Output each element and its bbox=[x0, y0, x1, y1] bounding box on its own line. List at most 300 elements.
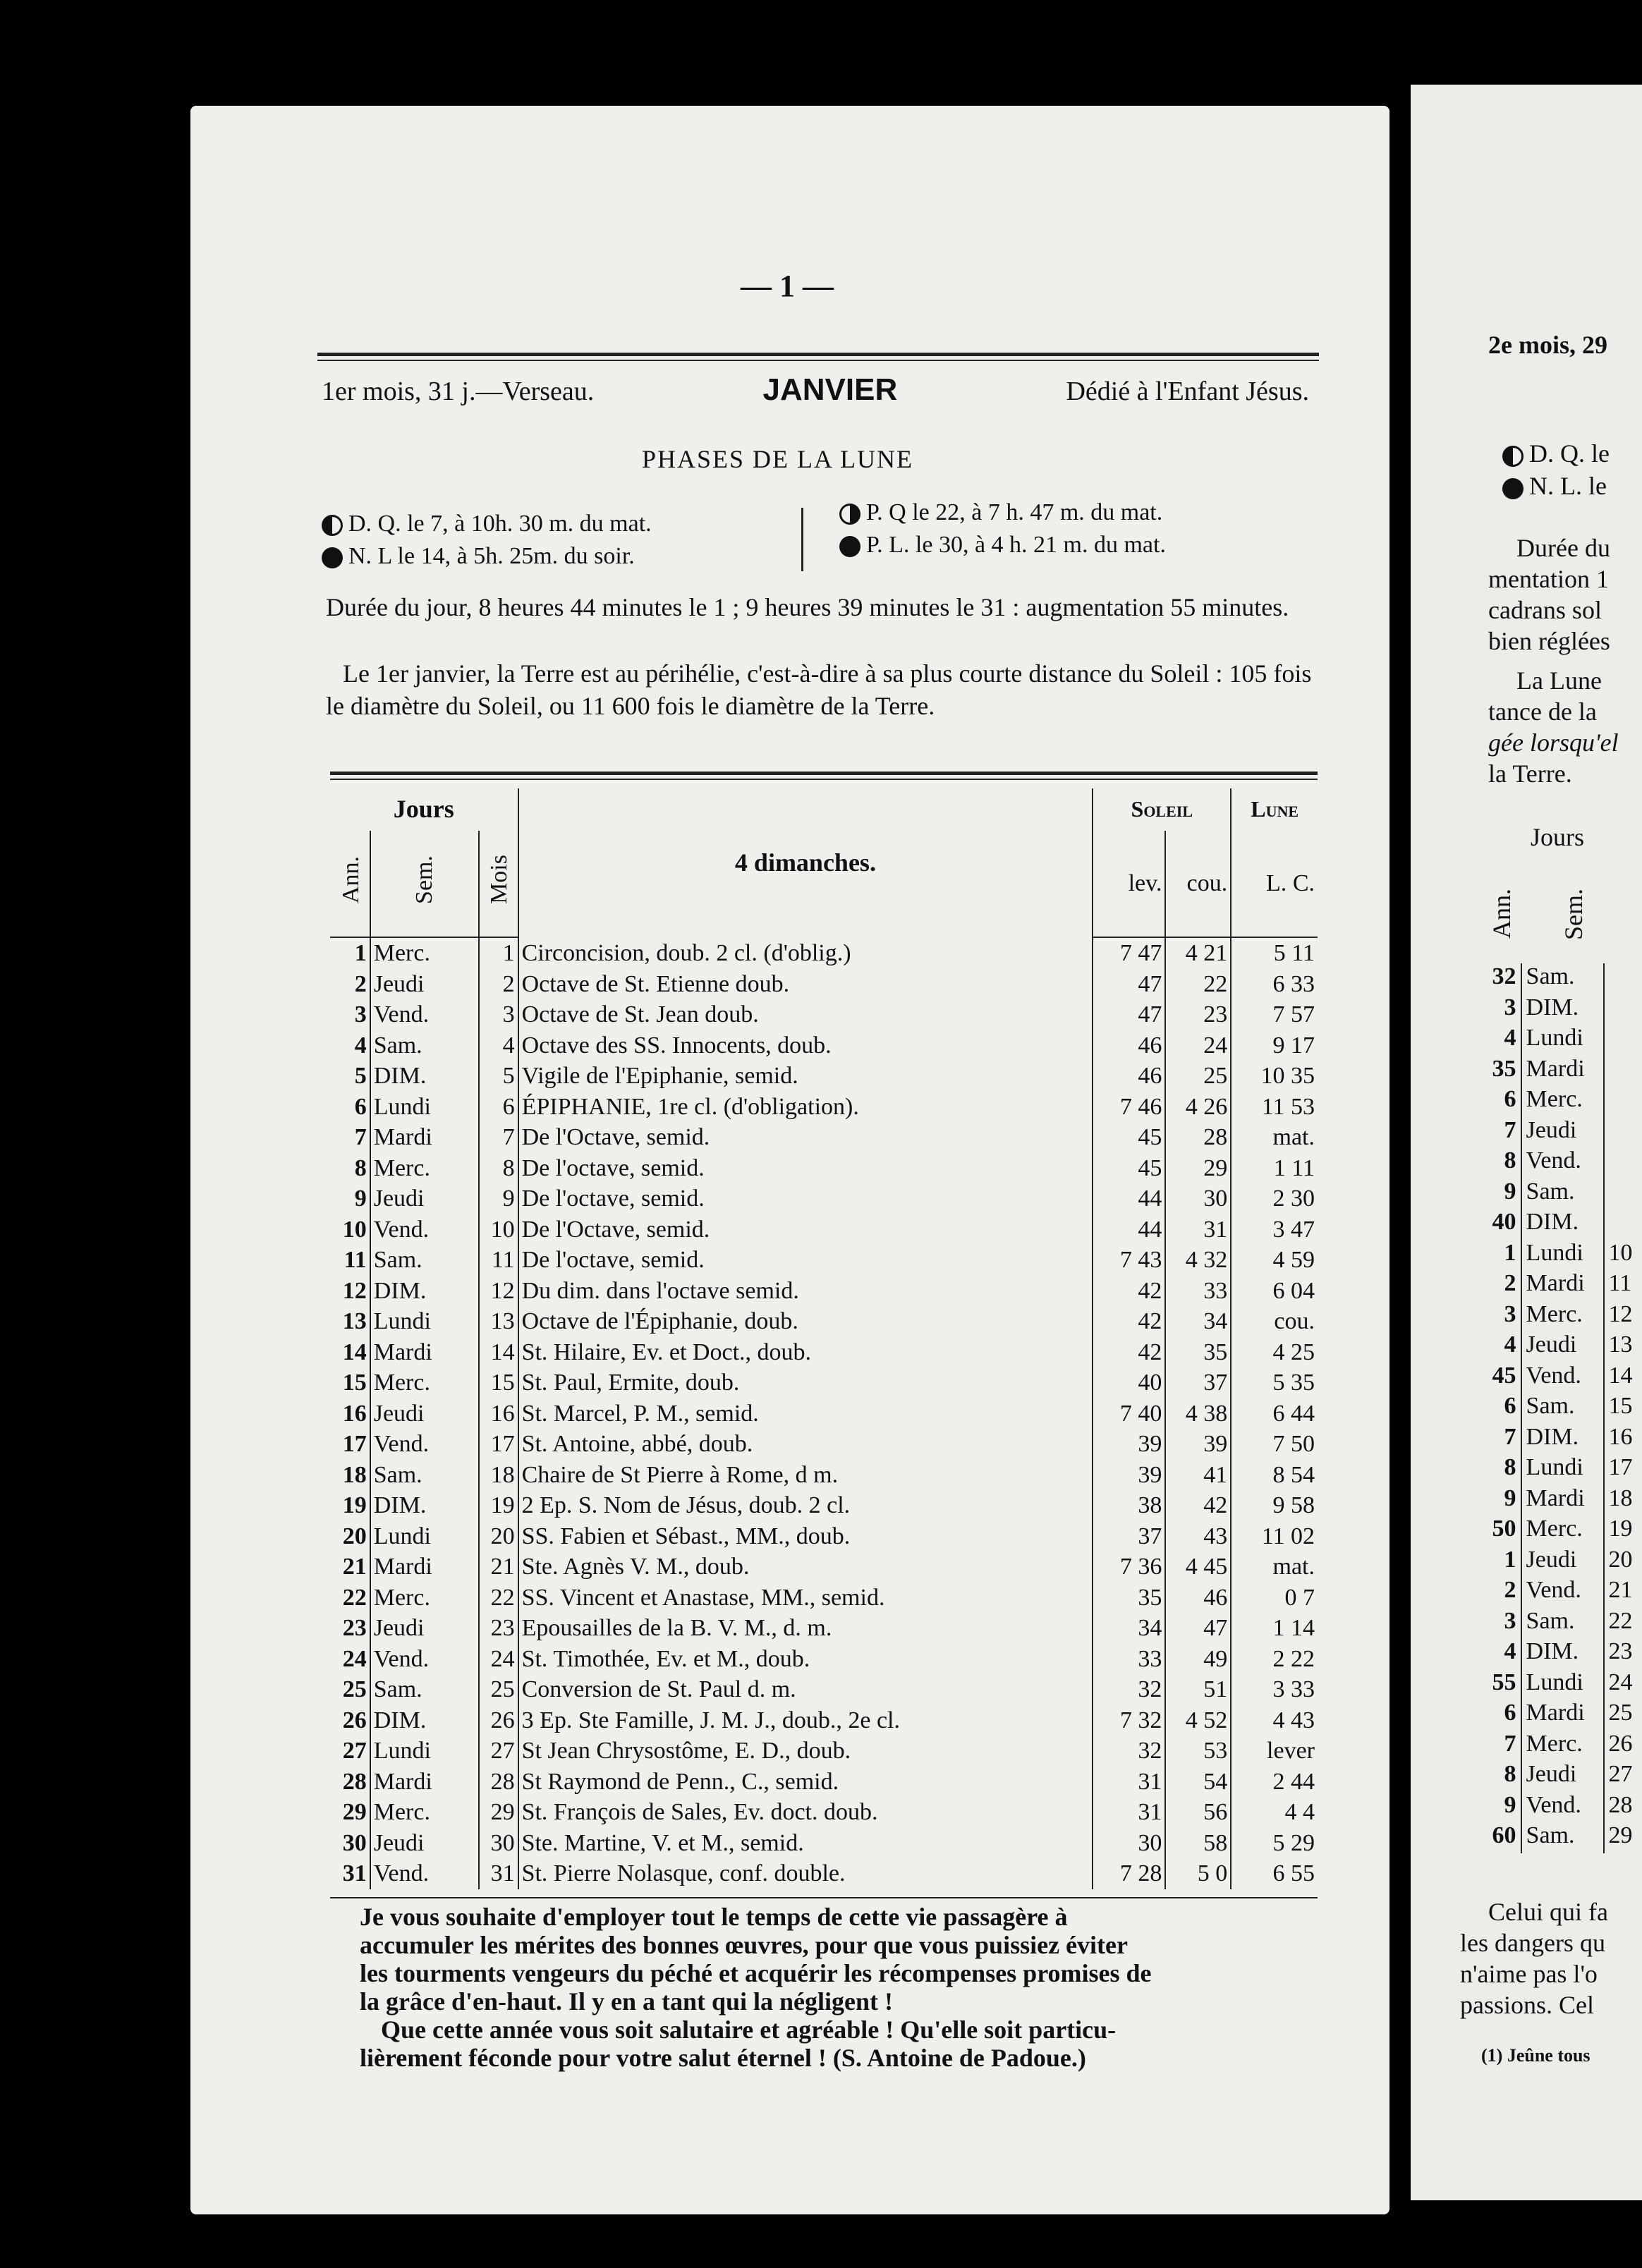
next-day-of-year: 1 bbox=[1504, 1239, 1516, 1266]
next-page-row bbox=[1481, 1331, 1642, 1362]
day-of-month: 11 bbox=[479, 1245, 518, 1276]
weekday: Merc. bbox=[370, 1153, 480, 1184]
feast: St. François de Sales, Ev. doct. doub. bbox=[518, 1797, 1093, 1828]
footer-quote bbox=[360, 1903, 1333, 2072]
page-number: — 1 — bbox=[741, 269, 834, 303]
next-page-row bbox=[1481, 1700, 1642, 1731]
day-of-year: 19 bbox=[342, 1492, 367, 1518]
day-of-month: 3 bbox=[479, 999, 518, 1030]
day-of-month: 27 bbox=[479, 1736, 518, 1767]
next-day-of-year: 2 bbox=[1504, 1270, 1516, 1296]
weekday: Merc. bbox=[370, 1367, 480, 1398]
sunset: 4 45 bbox=[1165, 1551, 1231, 1583]
sunset: 51 bbox=[1165, 1674, 1231, 1705]
day-of-year: 21 bbox=[342, 1554, 367, 1580]
next-page-row bbox=[1481, 1638, 1642, 1669]
next-page-row bbox=[1481, 1547, 1642, 1578]
next-weekday: Sam. bbox=[1521, 1393, 1603, 1424]
day-of-year: 1 bbox=[354, 940, 367, 966]
next-weekday: Merc. bbox=[1521, 1731, 1603, 1762]
calendar-row bbox=[330, 1061, 1318, 1092]
day-of-year: 31 bbox=[342, 1860, 367, 1886]
day-of-year: 18 bbox=[342, 1461, 367, 1488]
next-day-of-month: 25 bbox=[1603, 1700, 1642, 1731]
day-of-year: 16 bbox=[342, 1400, 367, 1427]
next-day-of-year: 1 bbox=[1504, 1546, 1516, 1573]
day-of-year: 24 bbox=[342, 1645, 367, 1672]
next-page-header: 2e mois, 29 bbox=[1488, 331, 1607, 359]
next-day-of-month bbox=[1603, 963, 1642, 994]
next-page-rows bbox=[1481, 963, 1642, 1853]
next-day-of-month: 19 bbox=[1603, 1516, 1642, 1547]
sunset: 47 bbox=[1165, 1613, 1231, 1644]
table-rule-top bbox=[330, 772, 1318, 775]
weekday: Vend. bbox=[370, 1858, 480, 1889]
next-page-row bbox=[1481, 963, 1642, 994]
day-of-month: 16 bbox=[479, 1398, 518, 1429]
weekday: DIM. bbox=[370, 1490, 480, 1521]
feast: De l'octave, semid. bbox=[518, 1183, 1093, 1214]
sunrise: 46 bbox=[1093, 1061, 1165, 1092]
calendar-row bbox=[330, 1705, 1318, 1736]
calendar-row bbox=[330, 1367, 1318, 1398]
feast: Octave des SS. Innocents, doub. bbox=[518, 1030, 1093, 1061]
sunset: 37 bbox=[1165, 1367, 1231, 1398]
next-day-of-month: 14 bbox=[1603, 1362, 1642, 1394]
next-day-of-month: 11 bbox=[1603, 1270, 1642, 1301]
next-page-row bbox=[1481, 1424, 1642, 1455]
next-page-row bbox=[1481, 1301, 1642, 1332]
phases-divider bbox=[801, 508, 803, 571]
next-footer-line: les dangers qu bbox=[1460, 1929, 1605, 1957]
calendar-row bbox=[330, 999, 1318, 1030]
weekday: Sam. bbox=[370, 1030, 480, 1061]
sunrise: 7 43 bbox=[1093, 1245, 1165, 1276]
sunset: 5 0 bbox=[1165, 1858, 1231, 1889]
sunrise: 42 bbox=[1093, 1276, 1165, 1307]
next-day-of-month: 10 bbox=[1603, 1240, 1642, 1271]
calendar-row bbox=[330, 1153, 1318, 1184]
weekday: Jeudi bbox=[370, 969, 480, 1000]
next-day-of-year: 4 bbox=[1504, 1638, 1516, 1664]
moon-time: 11 02 bbox=[1231, 1521, 1318, 1552]
moon-time: 10 35 bbox=[1231, 1061, 1318, 1092]
next-weekday: Mardi bbox=[1521, 1485, 1603, 1516]
feast: St. Paul, Ermite, doub. bbox=[518, 1367, 1093, 1398]
weekday: Vend. bbox=[370, 1214, 480, 1245]
weekday: Lundi bbox=[370, 1092, 480, 1123]
next-weekday: Vend. bbox=[1521, 1792, 1603, 1823]
next-page-row bbox=[1481, 1454, 1642, 1485]
calendar-row bbox=[330, 1245, 1318, 1276]
next-day-of-month bbox=[1603, 1056, 1642, 1087]
sunset: 54 bbox=[1165, 1767, 1231, 1798]
soleil-header: Soleil bbox=[1093, 788, 1231, 831]
next-footer-line: Celui qui fa bbox=[1488, 1898, 1608, 1926]
lune-header: Lune bbox=[1231, 788, 1318, 831]
next-day-of-year: 4 bbox=[1504, 1331, 1516, 1358]
moon-time: 6 33 bbox=[1231, 969, 1318, 1000]
feast: De l'octave, semid. bbox=[518, 1153, 1093, 1184]
next-weekday: Sam. bbox=[1521, 1178, 1603, 1209]
sunrise: 47 bbox=[1093, 999, 1165, 1030]
next-day-of-year: 7 bbox=[1504, 1730, 1516, 1757]
day-of-month: 23 bbox=[479, 1613, 518, 1644]
day-of-month: 6 bbox=[479, 1092, 518, 1123]
weekday: Mardi bbox=[370, 1337, 480, 1368]
next-text-line: Durée du bbox=[1516, 534, 1610, 562]
calendar-row bbox=[330, 1214, 1318, 1245]
table-rule-bottom bbox=[330, 1897, 1318, 1898]
next-day-of-month: 23 bbox=[1603, 1638, 1642, 1669]
next-day-of-month: 24 bbox=[1603, 1669, 1642, 1700]
moon-time: 2 44 bbox=[1231, 1767, 1318, 1798]
next-day-of-month bbox=[1603, 994, 1642, 1025]
sunrise: 7 40 bbox=[1093, 1398, 1165, 1429]
next-day-of-month: 21 bbox=[1603, 1577, 1642, 1608]
next-weekday: Merc. bbox=[1521, 1086, 1603, 1117]
weekday: Vend. bbox=[370, 999, 480, 1030]
feast: De l'Octave, semid. bbox=[518, 1214, 1093, 1245]
day-of-year: 25 bbox=[342, 1676, 367, 1702]
cou-header: cou. bbox=[1165, 831, 1231, 937]
moon-time: cou. bbox=[1231, 1306, 1318, 1337]
next-day-of-year: 60 bbox=[1492, 1822, 1516, 1848]
day-of-year: 17 bbox=[342, 1431, 367, 1457]
sunrise: 7 28 bbox=[1093, 1858, 1165, 1889]
sunset: 4 32 bbox=[1165, 1245, 1231, 1276]
next-day-of-year: 3 bbox=[1504, 994, 1516, 1020]
sunrise: 7 46 bbox=[1093, 1092, 1165, 1123]
day-of-year: 14 bbox=[342, 1339, 367, 1365]
next-page-row bbox=[1481, 1516, 1642, 1547]
next-day-of-month: 17 bbox=[1603, 1454, 1642, 1485]
lune-lc-header: L. C. bbox=[1231, 831, 1318, 937]
sunset: 35 bbox=[1165, 1337, 1231, 1368]
next-day-of-year: 40 bbox=[1492, 1209, 1516, 1235]
next-day-of-month: 26 bbox=[1603, 1731, 1642, 1762]
day-of-month: 1 bbox=[479, 937, 518, 969]
weekday: Sam. bbox=[370, 1674, 480, 1705]
next-page-row bbox=[1481, 1485, 1642, 1516]
weekday: Vend. bbox=[370, 1644, 480, 1675]
next-day-of-year: 2 bbox=[1504, 1577, 1516, 1603]
sunset: 31 bbox=[1165, 1214, 1231, 1245]
next-day-of-year: 35 bbox=[1492, 1055, 1516, 1082]
weekday: DIM. bbox=[370, 1276, 480, 1307]
feast: SS. Fabien et Sébast., MM., doub. bbox=[518, 1521, 1093, 1552]
day-of-year: 28 bbox=[342, 1768, 367, 1795]
day-of-year: 13 bbox=[342, 1308, 367, 1334]
next-day-of-month: 12 bbox=[1603, 1301, 1642, 1332]
next-day-of-month: 27 bbox=[1603, 1761, 1642, 1792]
calendar-row bbox=[330, 1521, 1318, 1552]
next-page-row bbox=[1481, 1147, 1642, 1178]
next-weekday: Lundi bbox=[1521, 1025, 1603, 1056]
next-page-row bbox=[1481, 1761, 1642, 1792]
day-of-year: 20 bbox=[342, 1523, 367, 1549]
next-day-of-year: 50 bbox=[1492, 1516, 1516, 1542]
full-moon-icon bbox=[839, 536, 860, 557]
next-weekday: Vend. bbox=[1521, 1577, 1603, 1608]
day-of-month: 14 bbox=[479, 1337, 518, 1368]
next-page-row bbox=[1481, 1608, 1642, 1639]
feast: St Raymond de Penn., C., semid. bbox=[518, 1767, 1093, 1798]
sunset: 29 bbox=[1165, 1153, 1231, 1184]
first-quarter-moon-icon bbox=[322, 515, 343, 536]
next-text-line: La Lune bbox=[1516, 666, 1602, 695]
next-weekday: Vend. bbox=[1521, 1362, 1603, 1394]
day-of-year: 27 bbox=[342, 1738, 367, 1764]
next-page-row bbox=[1481, 1270, 1642, 1301]
sem-header: Sem. bbox=[411, 855, 438, 904]
next-ann-header: Ann. bbox=[1488, 889, 1516, 939]
next-page-row bbox=[1481, 1822, 1642, 1853]
calendar-row bbox=[330, 1092, 1318, 1123]
next-page-row bbox=[1481, 1025, 1642, 1056]
next-text-line: gée lorsqu'el bbox=[1488, 728, 1619, 757]
feast: Du dim. dans l'octave semid. bbox=[518, 1276, 1093, 1307]
moon-time: mat. bbox=[1231, 1122, 1318, 1153]
next-weekday: Vend. bbox=[1521, 1147, 1603, 1178]
feast: Epousailles de la B. V. M., d. m. bbox=[518, 1613, 1093, 1644]
moon-time: 4 59 bbox=[1231, 1245, 1318, 1276]
next-weekday: Mardi bbox=[1521, 1270, 1603, 1301]
sunset: 4 21 bbox=[1165, 937, 1231, 969]
day-of-year: 23 bbox=[342, 1615, 367, 1641]
sunrise: 7 32 bbox=[1093, 1705, 1165, 1736]
next-day-of-year: 3 bbox=[1504, 1607, 1516, 1634]
lev-header: lev. bbox=[1093, 831, 1165, 937]
sunrise: 31 bbox=[1093, 1797, 1165, 1828]
sunrise: 7 47 bbox=[1093, 937, 1165, 969]
calendar-row bbox=[330, 1460, 1318, 1491]
next-day-of-year: 9 bbox=[1504, 1178, 1516, 1205]
weekday: Jeudi bbox=[370, 1398, 480, 1429]
next-weekday: DIM. bbox=[1521, 1424, 1603, 1455]
moon-time: 4 4 bbox=[1231, 1797, 1318, 1828]
next-day-of-month bbox=[1603, 1147, 1642, 1178]
ann-header: Ann. bbox=[338, 855, 365, 903]
calendar-row bbox=[330, 1613, 1318, 1644]
weekday: Merc. bbox=[370, 937, 480, 969]
calendar-row bbox=[330, 1858, 1318, 1889]
next-weekday: Merc. bbox=[1521, 1301, 1603, 1332]
next-day-of-year: 55 bbox=[1492, 1669, 1516, 1695]
calendar-body bbox=[330, 937, 1318, 1889]
moon-time: 5 35 bbox=[1231, 1367, 1318, 1398]
calendar-row bbox=[330, 1183, 1318, 1214]
moon-time: 5 29 bbox=[1231, 1828, 1318, 1859]
next-day-of-month: 15 bbox=[1603, 1393, 1642, 1424]
day-of-year: 4 bbox=[354, 1032, 367, 1059]
dimanches-header: 4 dimanches. bbox=[518, 788, 1093, 937]
weekday: DIM. bbox=[370, 1705, 480, 1736]
next-weekday: Jeudi bbox=[1521, 1331, 1603, 1362]
calendar-row bbox=[330, 1767, 1318, 1798]
next-page-row bbox=[1481, 1393, 1642, 1424]
moon-time: 3 47 bbox=[1231, 1214, 1318, 1245]
weekday: Vend. bbox=[370, 1429, 480, 1460]
day-of-year: 15 bbox=[342, 1370, 367, 1396]
sunrise: 46 bbox=[1093, 1030, 1165, 1061]
weekday: Mardi bbox=[370, 1122, 480, 1153]
next-day-of-year: 7 bbox=[1504, 1116, 1516, 1143]
month-title: JANVIER bbox=[762, 372, 898, 407]
sunrise: 45 bbox=[1093, 1153, 1165, 1184]
calendar-row bbox=[330, 1644, 1318, 1675]
sunrise: 47 bbox=[1093, 969, 1165, 1000]
weekday: Jeudi bbox=[370, 1613, 480, 1644]
sunrise: 42 bbox=[1093, 1337, 1165, 1368]
next-day-of-year: 45 bbox=[1492, 1362, 1516, 1389]
moon-time: 7 50 bbox=[1231, 1429, 1318, 1460]
first-quarter-moon-icon bbox=[1502, 446, 1524, 467]
moon-time: 3 33 bbox=[1231, 1674, 1318, 1705]
sunset: 49 bbox=[1165, 1644, 1231, 1675]
next-page-row bbox=[1481, 1178, 1642, 1209]
next-day-of-year: 6 bbox=[1504, 1086, 1516, 1112]
next-day-of-year: 8 bbox=[1504, 1147, 1516, 1173]
sunrise: 32 bbox=[1093, 1674, 1165, 1705]
next-day-of-year: 9 bbox=[1504, 1791, 1516, 1818]
next-weekday: DIM. bbox=[1521, 1638, 1603, 1669]
calendar-row bbox=[330, 1551, 1318, 1583]
sunrise: 37 bbox=[1093, 1521, 1165, 1552]
next-day-of-month bbox=[1603, 1117, 1642, 1148]
next-page-row bbox=[1481, 1086, 1642, 1117]
next-page-row bbox=[1481, 994, 1642, 1025]
new-moon-icon bbox=[322, 547, 343, 568]
moon-time: 8 54 bbox=[1231, 1460, 1318, 1491]
next-day-of-month bbox=[1603, 1209, 1642, 1240]
day-of-year: 3 bbox=[354, 1001, 367, 1028]
sunrise: 34 bbox=[1093, 1613, 1165, 1644]
moon-time: 1 14 bbox=[1231, 1613, 1318, 1644]
moon-time: mat. bbox=[1231, 1551, 1318, 1583]
feast: St Jean Chrysostôme, E. D., doub. bbox=[518, 1736, 1093, 1767]
calendar-row bbox=[330, 1122, 1318, 1153]
feast: SS. Vincent et Anastase, MM., semid. bbox=[518, 1583, 1093, 1614]
day-of-year: 11 bbox=[343, 1247, 367, 1273]
weekday: Jeudi bbox=[370, 1183, 480, 1214]
next-page-row bbox=[1481, 1056, 1642, 1087]
next-footnote: (1) Jeûne tous bbox=[1481, 2045, 1591, 2066]
sunrise: 32 bbox=[1093, 1736, 1165, 1767]
sunset: 24 bbox=[1165, 1030, 1231, 1061]
moon-time: 1 11 bbox=[1231, 1153, 1318, 1184]
next-day-of-year: 8 bbox=[1504, 1761, 1516, 1787]
next-weekday: Lundi bbox=[1521, 1240, 1603, 1271]
calendar-row bbox=[330, 1828, 1318, 1859]
next-weekday: Lundi bbox=[1521, 1669, 1603, 1700]
next-day-of-year: 4 bbox=[1504, 1025, 1516, 1051]
next-weekday: Sam. bbox=[1521, 1608, 1603, 1639]
sunrise: 7 36 bbox=[1093, 1551, 1165, 1583]
next-page-row bbox=[1481, 1731, 1642, 1762]
day-of-month: 29 bbox=[479, 1797, 518, 1828]
next-sem-header: Sem. bbox=[1559, 889, 1588, 941]
day-of-year: 22 bbox=[342, 1584, 367, 1611]
next-day-of-month: 18 bbox=[1603, 1485, 1642, 1516]
day-of-month: 13 bbox=[479, 1306, 518, 1337]
moon-time: 11 53 bbox=[1231, 1092, 1318, 1123]
weekday: Merc. bbox=[370, 1583, 480, 1614]
day-of-month: 2 bbox=[479, 969, 518, 1000]
calendar-row bbox=[330, 1736, 1318, 1767]
feast: Octave de St. Etienne doub. bbox=[518, 969, 1093, 1000]
next-weekday: Lundi bbox=[1521, 1454, 1603, 1485]
weekday: Mardi bbox=[370, 1767, 480, 1798]
sunrise: 40 bbox=[1093, 1367, 1165, 1398]
next-weekday: Sam. bbox=[1521, 1822, 1603, 1853]
next-page-row bbox=[1481, 1669, 1642, 1700]
moon-time: lever bbox=[1231, 1736, 1318, 1767]
footer-line: accumuler les mérites des bonnes œuvres, pour que vous puissiez éviter bbox=[360, 1931, 1128, 1959]
sunrise: 44 bbox=[1093, 1183, 1165, 1214]
moon-time: 4 43 bbox=[1231, 1705, 1318, 1736]
weekday: Lundi bbox=[370, 1736, 480, 1767]
feast: ÉPIPHANIE, 1re cl. (d'obligation). bbox=[518, 1092, 1093, 1123]
mois-header: Mois bbox=[486, 855, 513, 905]
day-of-year: 7 bbox=[354, 1124, 367, 1150]
day-of-month: 7 bbox=[479, 1122, 518, 1153]
next-day-of-month: 29 bbox=[1603, 1822, 1642, 1853]
sunset: 4 38 bbox=[1165, 1398, 1231, 1429]
phases-title: PHASES DE LA LUNE bbox=[642, 445, 914, 473]
sunset: 53 bbox=[1165, 1736, 1231, 1767]
next-day-of-year: 3 bbox=[1504, 1300, 1516, 1327]
day-of-month: 10 bbox=[479, 1214, 518, 1245]
weekday: Lundi bbox=[370, 1521, 480, 1552]
calendar-row bbox=[330, 1797, 1318, 1828]
sunrise: 42 bbox=[1093, 1306, 1165, 1337]
feast: St. Antoine, abbé, doub. bbox=[518, 1429, 1093, 1460]
feast: Conversion de St. Paul d. m. bbox=[518, 1674, 1093, 1705]
next-day-of-month bbox=[1603, 1086, 1642, 1117]
day-of-month: 5 bbox=[479, 1061, 518, 1092]
next-text-line: cadrans sol bbox=[1488, 596, 1602, 624]
day-of-month: 20 bbox=[479, 1521, 518, 1552]
day-of-month: 8 bbox=[479, 1153, 518, 1184]
moon-time: 5 11 bbox=[1231, 937, 1318, 969]
weekday: Sam. bbox=[370, 1245, 480, 1276]
calendar-row bbox=[330, 969, 1318, 1000]
weekday: Jeudi bbox=[370, 1828, 480, 1859]
feast: 2 Ep. S. Nom de Jésus, doub. 2 cl. bbox=[518, 1490, 1093, 1521]
feast: Ste. Agnès V. M., doub. bbox=[518, 1551, 1093, 1583]
day-of-month: 24 bbox=[479, 1644, 518, 1675]
day-of-year: 2 bbox=[354, 970, 367, 997]
next-day-of-month: 28 bbox=[1603, 1792, 1642, 1823]
sunset: 46 bbox=[1165, 1583, 1231, 1614]
next-weekday: Jeudi bbox=[1521, 1547, 1603, 1578]
next-weekday: Jeudi bbox=[1521, 1117, 1603, 1148]
table-rule-top2 bbox=[330, 779, 1318, 780]
sunset: 58 bbox=[1165, 1828, 1231, 1859]
sunset: 30 bbox=[1165, 1183, 1231, 1214]
day-of-month: 17 bbox=[479, 1429, 518, 1460]
next-footer-line: n'aime pas l'o bbox=[1460, 1960, 1598, 1988]
day-of-month: 4 bbox=[479, 1030, 518, 1061]
day-of-month: 28 bbox=[479, 1767, 518, 1798]
next-day-of-month: 22 bbox=[1603, 1608, 1642, 1639]
moon-time: 0 7 bbox=[1231, 1583, 1318, 1614]
footer-line: Que cette année vous soit salutaire et agréable ! Qu'elle soit particu- bbox=[381, 2016, 1117, 2044]
next-page-row bbox=[1481, 1792, 1642, 1823]
day-of-month: 9 bbox=[479, 1183, 518, 1214]
day-of-month: 15 bbox=[479, 1367, 518, 1398]
